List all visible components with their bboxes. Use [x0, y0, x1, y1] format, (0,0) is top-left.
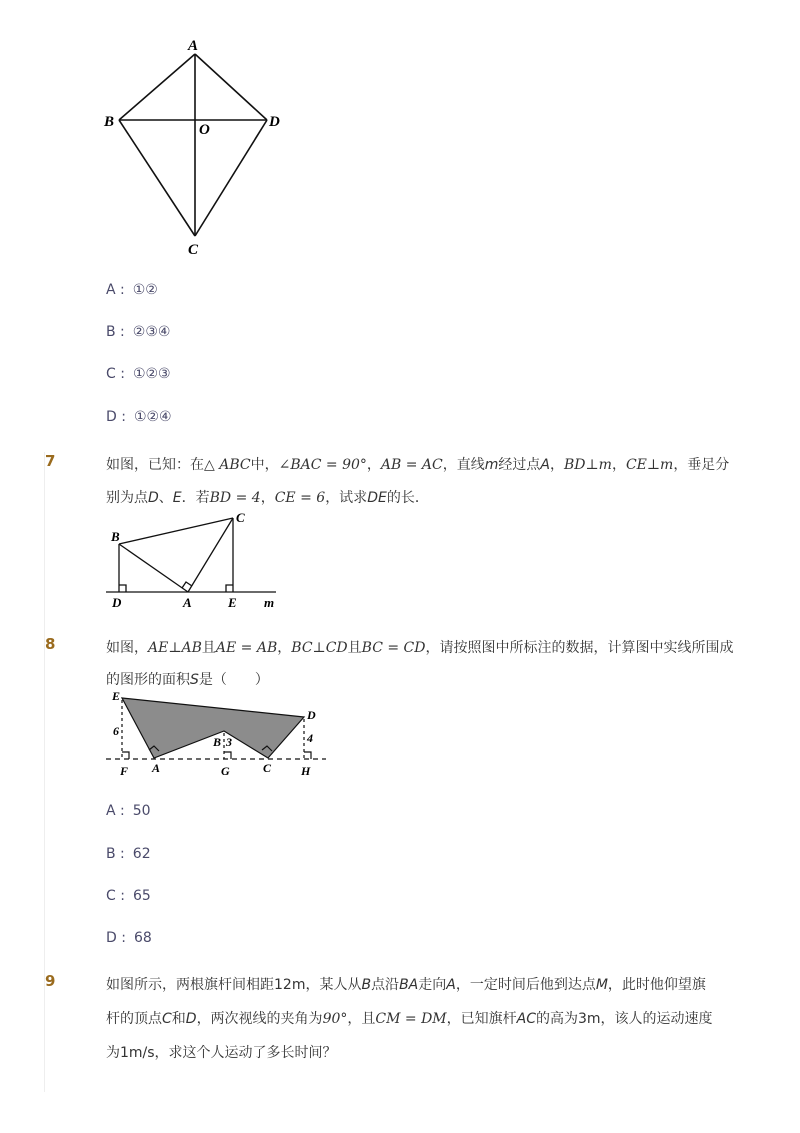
seg-ba	[119, 544, 188, 592]
right-angle-f	[122, 752, 129, 759]
label-g: G	[221, 764, 230, 778]
label-h: H	[301, 764, 311, 778]
q6-option-a[interactable]	[106, 282, 158, 298]
label-a: A	[188, 38, 199, 54]
option-value: ①②③	[132, 366, 171, 382]
q8-figure	[104, 688, 329, 783]
option-value: ①②	[132, 282, 158, 298]
q8-text-line-2: 的图形的面积S是（ ）	[106, 672, 269, 688]
kite-edge-ad	[195, 54, 267, 120]
label-a: A	[183, 595, 192, 610]
q6-option-b[interactable]	[106, 324, 170, 340]
label-6: 6	[113, 724, 119, 738]
question-number-9: 9	[45, 972, 56, 990]
question-number-7: 7	[45, 452, 56, 470]
option-value: 62	[132, 846, 151, 862]
q8-option-a[interactable]	[106, 803, 151, 819]
right-angle-g	[224, 752, 231, 759]
label-3: 3	[226, 735, 232, 749]
q9-text-line-2: 杆的顶点C和D，两次视线的夹角为90°，且CM = DM，已知旗杆AC的高为3m，该人的运动速度	[106, 1011, 713, 1027]
question-number-8: 8	[45, 635, 56, 653]
option-value: ①②④	[133, 409, 172, 425]
label-e: E	[112, 689, 121, 703]
label-4: 4	[307, 731, 313, 745]
option-label: C :	[106, 888, 125, 904]
q9-text-line-1: 如图所示，两根旗杆间相距12m，某人从B点沿BA走向A，一定时间后他到达点M，此时他仰望旗	[106, 977, 706, 993]
label-b: B	[213, 735, 222, 749]
option-label: C :	[106, 366, 125, 382]
option-value: 68	[133, 930, 152, 946]
option-value: ②③④	[132, 324, 171, 340]
q6-option-c[interactable]	[106, 366, 171, 382]
option-label: B :	[106, 846, 125, 862]
q9-text-line-3: 为1m/s，求这个人运动了多长时间？	[106, 1045, 337, 1061]
q7-text-line-2: 别为点D、E．若BD = 4，CE = 6，试求DE的长．	[106, 490, 429, 506]
seg-bc	[119, 518, 233, 544]
q7-figure	[104, 508, 284, 613]
option-value: 65	[132, 888, 151, 904]
label-a: A	[152, 761, 161, 775]
option-label: D :	[106, 930, 126, 946]
q8-option-b[interactable]	[106, 846, 151, 862]
label-o: O	[199, 122, 210, 138]
seg-ca	[188, 518, 233, 592]
left-rule	[44, 452, 45, 1092]
kite-edge-ab	[119, 54, 195, 120]
q8-option-c[interactable]	[106, 888, 151, 904]
option-value: 50	[132, 803, 151, 819]
q8-text-line-1: 如图，AE⊥AB且AE = AB，BC⊥CD且BC = CD，请按照图中所标注的数据，计算图中实线所围成	[106, 640, 734, 656]
label-b: B	[111, 529, 120, 544]
label-c: C	[236, 510, 245, 525]
q6-kite-figure	[95, 30, 295, 260]
kite-edge-bc	[119, 120, 195, 236]
label-f: F	[120, 764, 129, 778]
option-label: A :	[106, 803, 125, 819]
right-angle-d	[119, 585, 126, 592]
label-c: C	[188, 242, 199, 258]
label-c: C	[263, 761, 272, 775]
label-m: m	[264, 595, 275, 610]
option-label: B :	[106, 324, 125, 340]
q7-text-line-1: 如图，已知：在△ ABC中，∠BAC = 90°，AB = AC，直线m经过点A，BD⊥m，CE⊥m，垂足分	[106, 457, 730, 473]
label-b: B	[104, 114, 115, 130]
option-label: A :	[106, 282, 125, 298]
label-d: D	[269, 114, 280, 130]
label-d: D	[112, 595, 122, 610]
label-e: E	[228, 595, 237, 610]
right-angle-h	[304, 752, 311, 759]
q6-option-d[interactable]	[106, 409, 172, 425]
q8-option-d[interactable]	[106, 930, 152, 946]
right-angle-e	[226, 585, 233, 592]
label-d: D	[307, 708, 316, 722]
option-label: D :	[106, 409, 126, 425]
